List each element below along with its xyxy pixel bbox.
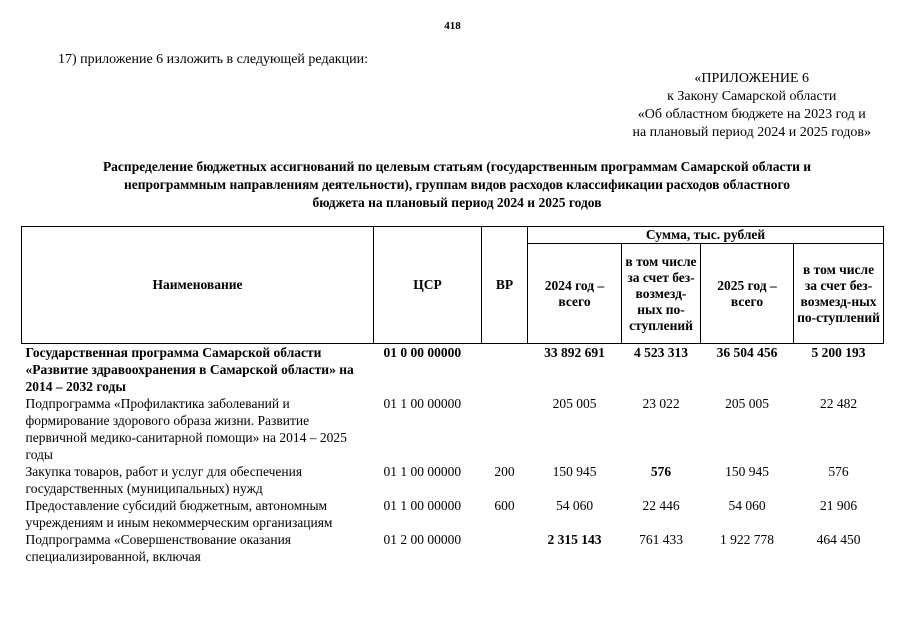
cell-vr [482, 531, 528, 565]
appendix-line: «Об областном бюджете на 2023 год и [637, 107, 866, 122]
cell-name: Государственная программа Самарской области «Развитие здравоохранения в Самарской области» на 2014 – 2032 годы [25, 345, 354, 394]
header-total-2024: 2024 год – всего [528, 244, 622, 344]
cell-total-2025: 36 504 456 [716, 345, 778, 360]
header-total-2025: 2025 год – всего [701, 244, 794, 344]
table-row [22, 531, 884, 565]
header-sum: Сумма, тыс. рублей [528, 227, 884, 244]
cell-csr: 01 2 00 00000 [383, 532, 462, 547]
appendix-line: на плановый период 2024 и 2025 годов» [632, 125, 871, 140]
cell-free-2024: 761 433 [639, 532, 683, 547]
cell-free-2025: 21 906 [819, 498, 858, 513]
budget-table [21, 226, 884, 565]
title-line: Распределение бюджетных ассигнований по целевым статьям (государственным программам Самарской области и [102, 159, 812, 174]
table-row [22, 395, 884, 463]
cell-free-2024: 4 523 313 [634, 345, 688, 360]
cell-total-2024: 205 005 [552, 396, 597, 411]
table-row [22, 497, 884, 531]
cell-name: Закупка товаров, работ и услуг для обеспечения государственных (муниципальных) нужд [25, 464, 303, 496]
cell-name: Подпрограмма «Совершенствование оказания специализированной, включая [25, 532, 292, 564]
table-row [22, 463, 884, 497]
cell-free-2024: 576 [650, 464, 672, 479]
header-free-2025: в том числе за счет без-возмезд-ных по-ступлений [794, 244, 884, 344]
cell-free-2025: 5 200 193 [811, 345, 866, 360]
cell-total-2025: 1 922 778 [720, 532, 774, 547]
page-number: 418 [444, 20, 461, 32]
cell-total-2025: 54 060 [728, 498, 766, 513]
cell-vr: 600 [494, 498, 515, 513]
header-name: Наименование [22, 227, 374, 344]
cell-total-2024: 54 060 [555, 498, 594, 513]
intro-text: 17) приложение 6 изложить в следующей редакции: [58, 52, 368, 67]
header-free-2024: в том числе за счет без-возмезд-ных по-ступлений [622, 244, 701, 344]
appendix-line: «ПРИЛОЖЕНИЕ 6 [694, 71, 810, 86]
cell-csr: 01 0 00 00000 [383, 345, 462, 360]
cell-free-2024: 22 446 [642, 498, 680, 513]
appendix-line: к Закону Самарской области [667, 89, 837, 104]
cell-name: Подпрограмма «Профилактика заболеваний и формирование здорового образа жизни. Развитие первичной медико-санитарной помощи» на 2014 – 2025 годы [25, 396, 347, 462]
cell-total-2024: 150 945 [552, 464, 597, 479]
cell-total-2025: 205 005 [725, 396, 769, 411]
document-title [24, 158, 890, 212]
cell-vr: 200 [494, 464, 515, 479]
title-line: непрограммным направлениям деятельности), группам видов расходов классификации расходов областного [123, 177, 791, 192]
table-row [22, 344, 884, 396]
cell-csr: 01 1 00 00000 [383, 464, 462, 479]
title-line: бюджета на плановый период 2024 и 2025 годов [312, 195, 602, 210]
cell-total-2024: 33 892 691 [544, 345, 605, 360]
cell-vr [482, 344, 528, 396]
cell-free-2025: 464 450 [816, 532, 861, 547]
cell-total-2025: 150 945 [725, 464, 769, 479]
cell-csr: 01 1 00 00000 [383, 396, 462, 411]
cell-csr: 01 1 00 00000 [383, 498, 462, 513]
cell-free-2025: 22 482 [819, 396, 858, 411]
cell-free-2024: 23 022 [642, 396, 680, 411]
cell-vr [482, 395, 528, 463]
header-csr: ЦСР [374, 227, 482, 344]
header-vr: ВР [482, 227, 528, 344]
cell-free-2025: 576 [828, 464, 849, 479]
appendix-reference [632, 70, 871, 142]
cell-name: Предоставление субсидий бюджетным, автономным учреждениям и иным некоммерческим организациям [25, 498, 333, 530]
cell-total-2024: 2 315 143 [547, 532, 602, 547]
